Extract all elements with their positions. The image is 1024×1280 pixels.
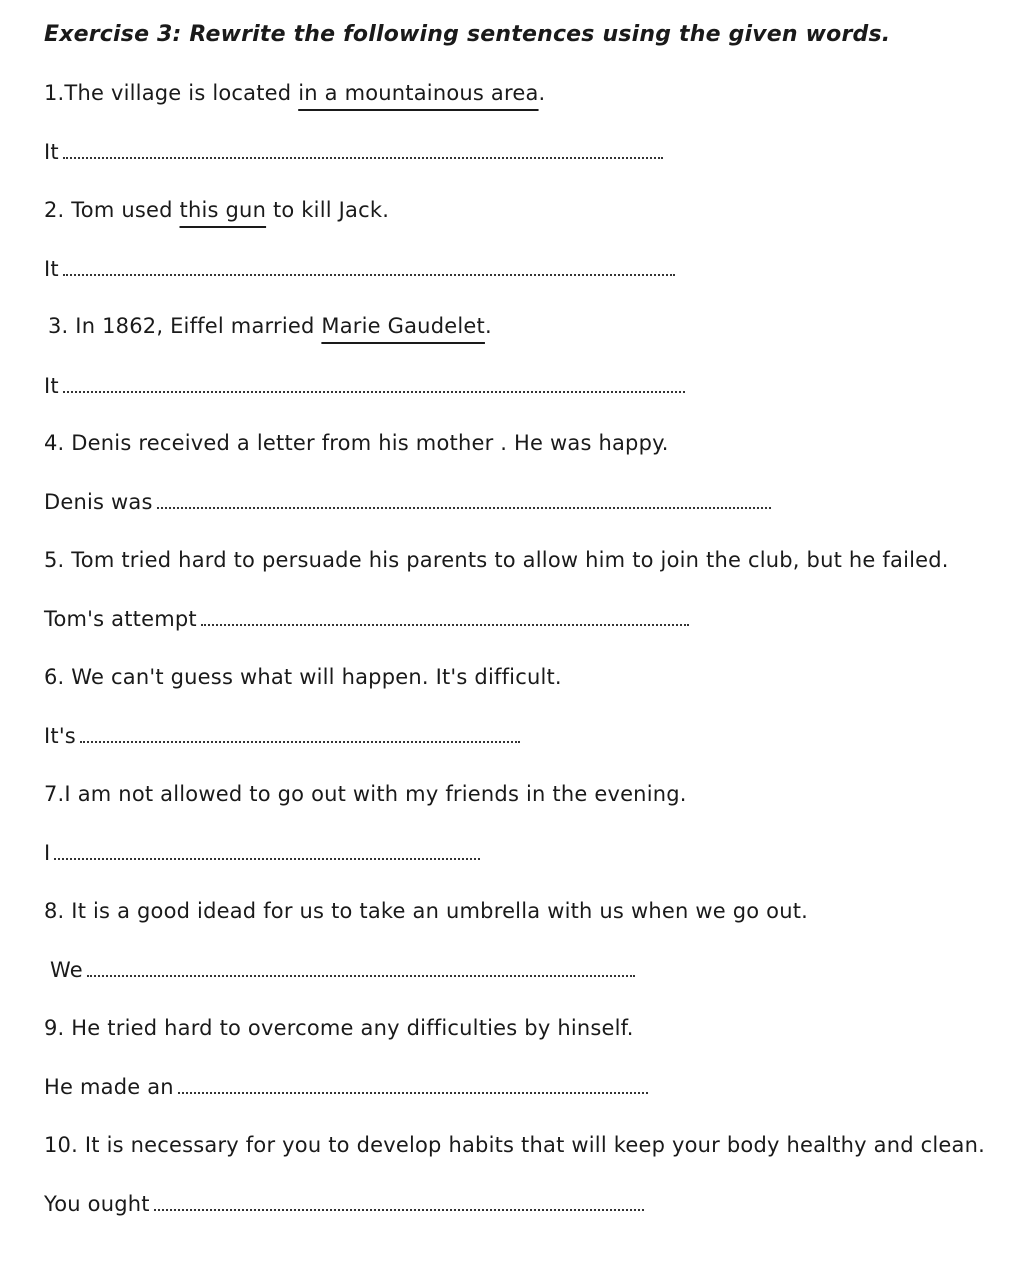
question-1-text-after: .	[538, 81, 546, 105]
question-3-underlined-phrase: Marie Gaudelet	[321, 314, 485, 338]
question-1-underlined-phrase: in a mountainous area	[298, 81, 539, 105]
answer-3-prefix: It	[44, 374, 59, 398]
answer-line-9[interactable]	[44, 1072, 648, 1102]
answer-1-blank[interactable]	[63, 153, 663, 159]
answer-4-blank[interactable]	[157, 503, 771, 509]
answer-7-blank[interactable]	[54, 854, 480, 860]
answer-2-blank[interactable]	[63, 270, 675, 276]
answer-4-prefix: Denis was	[44, 490, 153, 514]
answer-9-prefix: He made an	[44, 1075, 174, 1099]
question-1-text-before: 1.The village is located	[44, 81, 299, 105]
question-9: 9. He tried hard to overcome any difficulties by hinself.	[44, 1016, 634, 1040]
question-10: 10. It is necessary for you to develop habits that will keep your body healthy and clean.	[44, 1133, 986, 1157]
answer-line-5[interactable]	[44, 604, 689, 634]
answer-line-2[interactable]	[44, 254, 675, 284]
answer-line-6[interactable]	[44, 721, 520, 751]
answer-line-8[interactable]	[50, 955, 635, 985]
answer-5-prefix: Tom's attempt	[44, 607, 197, 631]
answer-10-blank[interactable]	[154, 1205, 644, 1211]
question-8: 8. It is a good idead for us to take an umbrella with us when we go out.	[44, 899, 809, 923]
question-4: 4. Denis received a letter from his mother . He was happy.	[44, 431, 669, 455]
answer-10-prefix: You ought	[44, 1192, 150, 1216]
answer-line-1[interactable]	[44, 137, 663, 167]
answer-6-prefix: It's	[44, 724, 76, 748]
exercise-title: Exercise 3: Rewrite the following sentences using the given words.	[44, 22, 891, 47]
question-3-text-after: .	[484, 314, 492, 338]
answer-6-blank[interactable]	[80, 737, 520, 743]
question-2-text-after: to kill Jack.	[266, 198, 390, 222]
answer-7-prefix: I	[44, 841, 51, 865]
question-3-text-before: 3. In 1862, Eiffel married	[48, 314, 322, 338]
answer-8-blank[interactable]	[87, 971, 635, 977]
answer-1-prefix: It	[44, 140, 59, 164]
answer-line-7[interactable]	[44, 838, 480, 868]
answer-2-prefix: It	[44, 257, 59, 281]
question-6: 6. We can't guess what will happen. It's difficult.	[44, 665, 562, 689]
answer-9-blank[interactable]	[178, 1088, 648, 1094]
question-3	[48, 311, 492, 341]
question-2-underlined-phrase: this gun	[179, 198, 267, 222]
answer-line-10[interactable]	[44, 1189, 644, 1219]
question-1	[44, 78, 545, 108]
answer-line-4[interactable]	[44, 487, 771, 517]
answer-3-blank[interactable]	[63, 387, 685, 393]
question-7: 7.I am not allowed to go out with my friends in the evening.	[44, 782, 687, 806]
question-2-text-before: 2. Tom used	[44, 198, 180, 222]
answer-line-3[interactable]	[44, 371, 685, 401]
question-2	[44, 195, 389, 225]
question-5: 5. Tom tried hard to persuade his parents to allow him to join the club, but he failed.	[44, 548, 949, 572]
answer-5-blank[interactable]	[201, 620, 689, 626]
answer-8-prefix: We	[50, 958, 83, 982]
